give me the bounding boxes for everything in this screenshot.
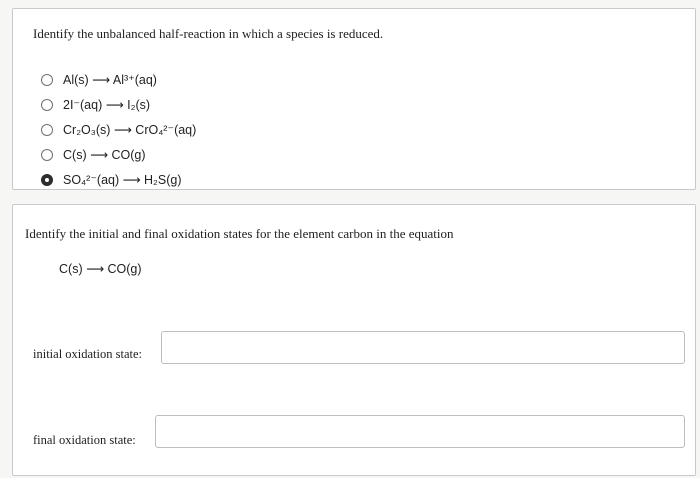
option-label: C(s) ⟶ CO(g) [63,148,146,162]
option-3[interactable] [41,117,196,142]
question-1-panel [12,8,696,190]
radio-button[interactable] [41,149,53,161]
option-label: 2I⁻(aq) ⟶ I₂(s) [63,98,151,112]
initial-oxidation-label: initial oxidation state: [33,347,143,361]
final-oxidation-input[interactable] [155,415,685,448]
option-5[interactable] [41,167,196,192]
radio-button[interactable] [41,124,53,136]
initial-oxidation-input[interactable] [161,331,685,364]
equation: C(s) ⟶ CO(g) [59,262,142,276]
radio-button[interactable] [41,74,53,86]
radio-button-selected[interactable] [41,174,53,186]
question-2-prompt: Identify the initial and final oxidation states for the element carbon in the equation [25,226,454,241]
answer-options [41,67,196,192]
question-2-panel [12,204,696,476]
radio-button[interactable] [41,99,53,111]
option-label: Cr₂O₃(s) ⟶ CrO₄²⁻(aq) [63,123,197,137]
option-label: Al(s) ⟶ Al³⁺(aq) [63,73,157,87]
question-1-prompt: Identify the unbalanced half-reaction in which a species is reduced. [33,26,384,41]
final-oxidation-label: final oxidation state: [33,433,136,447]
option-label: SO₄²⁻(aq) ⟶ H₂S(g) [63,173,182,187]
option-2[interactable] [41,92,196,117]
option-1[interactable] [41,67,196,92]
option-4[interactable] [41,142,196,167]
